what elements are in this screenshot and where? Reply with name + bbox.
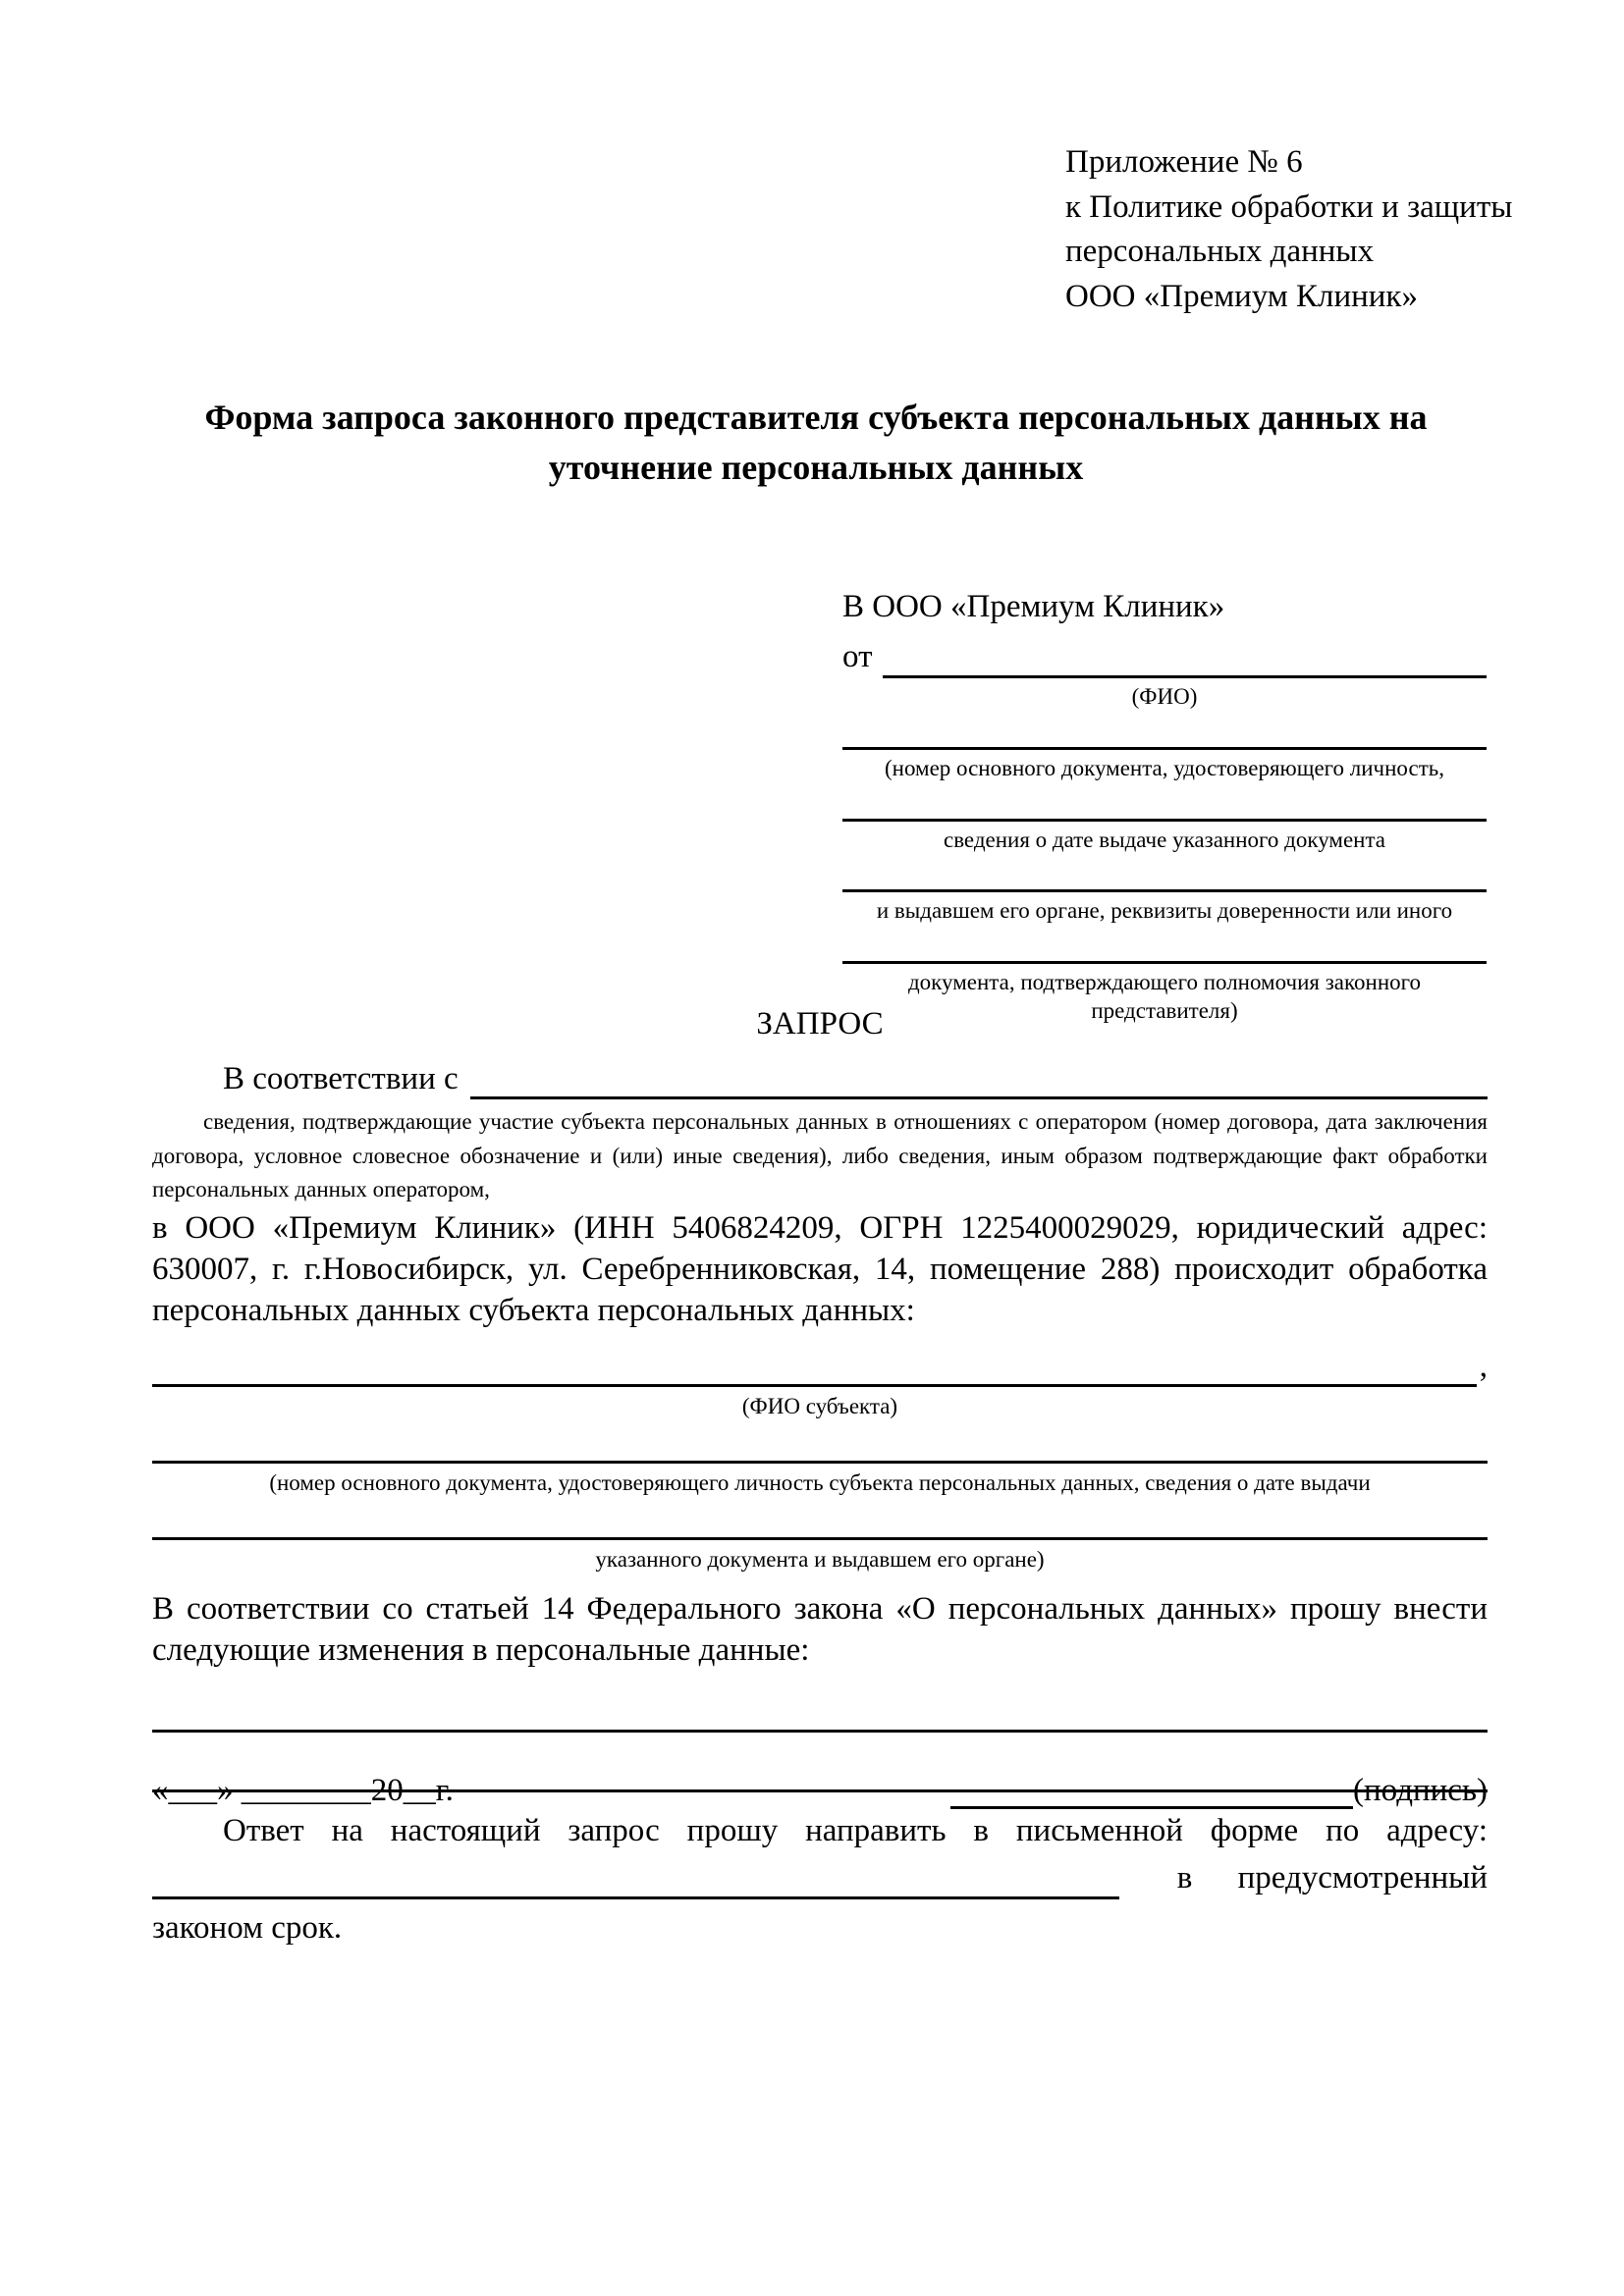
signature-caption: (подпись) xyxy=(1353,1773,1488,1808)
trailing-comma: , xyxy=(1479,1348,1488,1384)
subject-caption: (ФИО субъекта) xyxy=(741,1393,898,1418)
address-underline xyxy=(152,1896,1119,1899)
blank-field-line xyxy=(842,783,1487,822)
from-row xyxy=(842,635,1487,679)
intro-row xyxy=(152,1058,1488,1099)
reply-paragraph-mid: в предусмотренный xyxy=(1176,1860,1488,1896)
blank-field-line xyxy=(842,854,1487,892)
subject-fio-underline xyxy=(152,1384,1477,1387)
signature-underline xyxy=(950,1806,1353,1809)
field-caption: документа, подтверждающего полномочия законного представителя) xyxy=(907,970,1421,1023)
appendix-header-line: к Политике обработки и защиты xyxy=(1065,188,1513,225)
blank-field-line xyxy=(842,926,1487,964)
reply-paragraph-line1: Ответ на настоящий запрос прошу направить в письменной форме по адресу: xyxy=(223,1813,1488,1849)
request-heading: ЗАПРОС xyxy=(756,1006,884,1041)
from-label: от xyxy=(842,638,873,674)
fio-caption: (ФИО) xyxy=(1131,684,1198,710)
subject-doc-underline xyxy=(152,1421,1488,1464)
subject-caption: (номер основного документа, удостоверяющего личность субъекта персональных данных, сведения о дате выдачи xyxy=(269,1469,1371,1495)
from-underline xyxy=(883,675,1488,678)
subject-caption: указанного документа и выдавшем его органе) xyxy=(595,1546,1045,1572)
intro-caption: сведения, подтверждающие участие субъекта персональных данных в отношениях с оператором (номер договора, дата заключения договора, условное словесное обозначение и (или) иные сведения), либо сведения, иным образом подтверждающие факт обработки персональных данных оператором, xyxy=(152,1109,1488,1202)
intro-underline xyxy=(470,1096,1488,1099)
footer-row xyxy=(152,1773,1488,1809)
reply-paragraph-line3: законом срок. xyxy=(152,1909,343,1946)
appendix-header xyxy=(1065,140,1512,319)
addressee-block xyxy=(842,585,1487,1026)
reply-paragraph-line2 xyxy=(152,1857,1488,1898)
changes-blank-line xyxy=(152,1690,1488,1733)
signature-group xyxy=(950,1773,1488,1809)
appendix-header-line: Приложение № 6 xyxy=(1065,144,1303,180)
field-caption: (номер основного документа, удостоверяющего личность, xyxy=(884,755,1444,780)
subject-fio-row xyxy=(152,1346,1488,1387)
appendix-header-line: ООО «Премиум Клиник» xyxy=(1065,278,1418,314)
field-caption: и выдавшем его органе, реквизиты доверенности или иного xyxy=(876,898,1453,924)
intro-label: В соответствии с xyxy=(223,1061,459,1097)
operator-paragraph: в ООО «Премиум Клиник» (ИНН 5406824209, ОГРН 1225400029029, юридический адрес: 630007, г. г.Новосибирск, ул. Серебренниковская, 14, помещение 288) происходит обработка персональных данных субъекта персональных данных: xyxy=(152,1209,1488,1329)
blank-field-line xyxy=(842,712,1487,750)
addressee-to: В ООО «Премиум Клиник» xyxy=(842,589,1225,624)
law-paragraph: В соответствии со статьей 14 Федерального закона «О персональных данных» прошу внести следующие изменения в персональные данные: xyxy=(152,1590,1488,1668)
subject-doc-underline xyxy=(152,1498,1488,1540)
field-caption: сведения о дате выдаче указанного документа xyxy=(943,827,1386,852)
document-title: Форма запроса законного представителя субъекта персональных данных на уточнение персональных данных xyxy=(204,398,1428,488)
appendix-header-line: персональных данных xyxy=(1065,234,1375,270)
date-field: «___» ________20__г. xyxy=(152,1773,454,1808)
